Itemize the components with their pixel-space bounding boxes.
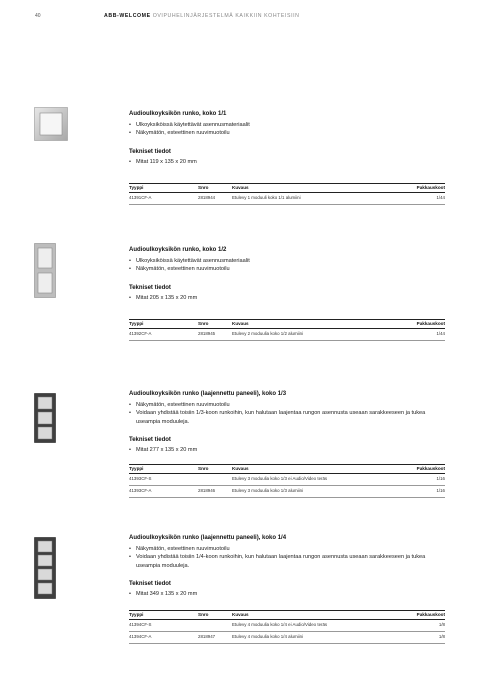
cell-type: 41394CF-S [129, 619, 198, 631]
feature-item: • Ulkoyksiköissä käytettävät asennusmateriaalit [129, 257, 445, 265]
feature-list [129, 257, 445, 274]
table-header-row [129, 611, 445, 620]
cell-desc: Etulevy 1 moduuli koko 1/1 alumiini [232, 192, 395, 204]
cell-pack: 1/16 [395, 473, 445, 485]
cell-snro: 2818946 [198, 485, 232, 497]
col-type-header: Tyyppi [129, 184, 198, 193]
spec-list [129, 590, 445, 598]
col-pack-header: Pakkauskoot [395, 320, 445, 329]
spec-list [129, 158, 445, 166]
feature-item: • Näkymätön, esteettinen ruuvimuotoilu [129, 545, 445, 553]
col-desc-header: Kuvaus [232, 320, 395, 329]
section-title: Audioulkoyksikön runko (laajennettu paneeli), koko 1/4 [129, 535, 287, 541]
col-pack-header: Pakkauskoot [395, 611, 445, 620]
table-row [129, 485, 445, 497]
table-row [129, 631, 445, 643]
feature-item: • Näkymätön, esteettinen ruuvimuotoilu [129, 129, 445, 137]
cell-pack: 1/44 [395, 192, 445, 204]
cell-type: 41391CF-A [129, 192, 198, 204]
cell-pack: 1/8 [395, 631, 445, 643]
table-row [129, 328, 445, 340]
col-snro-header: Snro [198, 320, 232, 329]
frame-1x4-image [34, 537, 56, 599]
section-title: Audioulkoyksikön runko, koko 1/1 [129, 111, 227, 117]
header-subtitle: OVIPUHELINJÄRJESTELMÄ KAIKKIIN KOHTEISIIN [152, 13, 300, 19]
cell-type: 41393CF-S [129, 473, 198, 485]
cell-snro [198, 473, 232, 485]
cell-desc: Etulevy 3 moduulia koko 1/3 alumiini [232, 485, 395, 497]
cell-type: 41393CF-A [129, 485, 198, 497]
cell-snro: 2818944 [198, 192, 232, 204]
cell-type: 41394CF-A [129, 631, 198, 643]
spec-title: Tekniset tiedot [129, 437, 171, 444]
col-type-header: Tyyppi [129, 611, 198, 620]
section-title: Audioulkoyksikön runko, koko 1/2 [129, 247, 227, 253]
spec-title: Tekniset tiedot [129, 581, 171, 588]
frame-1x1-image [34, 107, 68, 141]
cell-pack: 1/16 [395, 485, 445, 497]
table-header-row [129, 465, 445, 474]
spec-item: • Mitat 119 x 135 x 20 mm [129, 158, 445, 166]
frame-1x2-image [34, 243, 56, 298]
feature-list [129, 401, 445, 426]
cell-pack: 1/44 [395, 328, 445, 340]
product-table [129, 319, 445, 341]
feature-item: • Näkymätön, esteettinen ruuvimuotoilu [129, 401, 445, 409]
cell-snro: 2818947 [198, 631, 232, 643]
cell-pack: 1/8 [395, 619, 445, 631]
brand-name: ABB-WELCOME [104, 13, 151, 19]
feature-item: • Näkymätön, esteettinen ruuvimuotoilu [129, 265, 445, 273]
page-header [104, 13, 300, 19]
cell-desc: Etulevy 2 moduulia koko 1/2 alumiini [232, 328, 395, 340]
product-table [129, 610, 445, 644]
feature-list [129, 545, 445, 570]
col-type-header: Tyyppi [129, 320, 198, 329]
col-pack-header: Pakkauskoot [395, 184, 445, 193]
table-header-row [129, 320, 445, 329]
table-row [129, 619, 445, 631]
cell-snro: 2818945 [198, 328, 232, 340]
spec-list [129, 294, 445, 302]
col-desc-header: Kuvaus [232, 611, 395, 620]
col-snro-header: Snro [198, 611, 232, 620]
page-number: 40 [35, 13, 41, 19]
cell-desc: Etulevy 3 moduulia koko 1/3 ei Audio/Video teräs [232, 473, 395, 485]
col-snro-header: Snro [198, 184, 232, 193]
frame-1x3-image [34, 393, 56, 443]
table-row [129, 192, 445, 204]
feature-item: • Voidaan yhdistää toisiin 1/4-koon runkoihin, kun halutaan laajentaa rungon asennusta useaan sarakkeeseen ja tukea useampia moduuleja. [129, 553, 445, 570]
spec-item: • Mitat 349 x 135 x 20 mm [129, 590, 445, 598]
col-pack-header: Pakkauskoot [395, 465, 445, 474]
spec-item: • Mitat 205 x 135 x 20 mm [129, 294, 445, 302]
spec-list [129, 446, 445, 454]
spec-item: • Mitat 277 x 135 x 20 mm [129, 446, 445, 454]
feature-item: • Ulkoyksiköissä käytettävät asennusmateriaalit [129, 121, 445, 129]
table-row [129, 473, 445, 485]
product-table [129, 183, 445, 205]
cell-type: 41392CF-A [129, 328, 198, 340]
cell-snro [198, 619, 232, 631]
col-desc-header: Kuvaus [232, 465, 395, 474]
product-table [129, 464, 445, 498]
cell-desc: Etulevy 4 moduulia koko 1/4 ei Audio/Video teräs [232, 619, 395, 631]
feature-item: • Voidaan yhdistää toisiin 1/3-koon runkoihin, kun halutaan laajentaa rungon asennusta useaan sarakkeeseen ja tukea useampia moduuleja. [129, 409, 445, 426]
table-header-row [129, 184, 445, 193]
spec-title: Tekniset tiedot [129, 284, 171, 291]
feature-list [129, 121, 445, 138]
cell-desc: Etulevy 4 moduulia koko 1/4 alumiini [232, 631, 395, 643]
col-desc-header: Kuvaus [232, 184, 395, 193]
section-title: Audioulkoyksikön runko (laajennettu paneeli), koko 1/3 [129, 391, 287, 397]
col-type-header: Tyyppi [129, 465, 198, 474]
col-snro-header: Snro [198, 465, 232, 474]
spec-title: Tekniset tiedot [129, 148, 171, 155]
